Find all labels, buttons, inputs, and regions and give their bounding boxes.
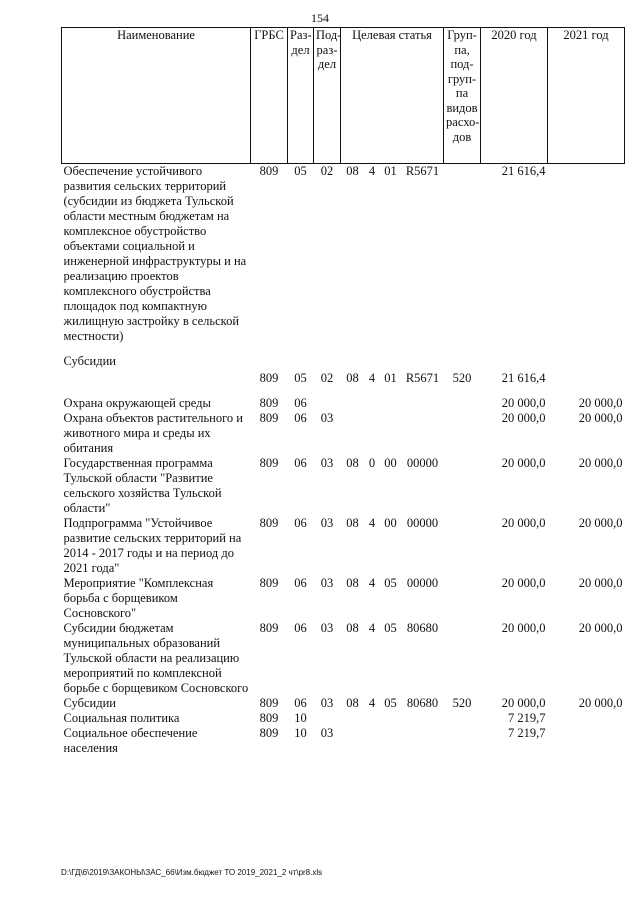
row-name: Субсидии [63,696,116,710]
row-name: Подпрограмма "Устойчивое развитие сельских территорий на 2014 - 2017 годы и на период до 2021 года" [63,516,242,575]
row-spacer [62,344,625,354]
row-grbs: 809 [259,396,279,410]
row-expense-group [444,726,481,756]
row-razdel: 10 [294,726,307,740]
row-expense-group [444,164,481,345]
row-grbs: 809 [259,371,279,385]
row-podrazdel: 03 [320,696,334,710]
row-name: Субсидии [63,354,116,368]
row-target-activity [380,396,402,411]
row-expense-group: 520 [452,371,472,385]
table-row [62,696,625,711]
row-target-activity: 00 [384,516,397,530]
header-grbs: ГРБС [251,28,288,164]
file-path-footer: D:\ГД\6\2019\ЗАКОНЫ\ЗАС_66\Изм.бюджет ТО 2019_2021_2 чт\pr8.xls [61,868,323,877]
page-number: 154 [311,11,329,25]
header-razdel: Раз- дел [288,28,314,164]
row-grbs: 809 [259,711,279,725]
row-podrazdel: 02 [320,371,334,385]
row-target-subprogram [365,411,380,456]
row-amount-2021 [548,354,625,386]
header-target-article: Целевая статья [341,28,444,164]
row-target-code: 00000 [406,516,439,530]
row-expense-group [444,576,481,621]
row-name: Мероприятие "Комплексная борьба с борщевиком Сосновского" [63,576,214,620]
row-amount-2020: 7 219,7 [508,711,546,725]
row-target-activity [380,726,402,756]
row-amount-2021: 20 000,0 [578,456,623,470]
table-row [62,354,625,386]
row-target-activity: 01 [384,371,397,385]
row-amount-2020: 20 000,0 [501,696,546,710]
row-grbs: 809 [259,621,279,635]
row-name: Субсидии бюджетам муниципальных образований Тульской области на реализацию мероприятий по комплексной борьбе с борщевиком Сосновского [63,621,249,695]
row-amount-2020: 20 000,0 [501,396,546,410]
header-name: Наименование [62,28,251,164]
row-target-code: 00000 [406,576,439,590]
row-grbs: 809 [259,411,279,425]
row-grbs: 809 [259,726,279,740]
row-podrazdel [314,711,341,726]
row-expense-group [444,456,481,516]
row-target-subprogram: 4 [368,696,376,710]
row-podrazdel: 03 [320,456,334,470]
row-razdel: 06 [294,411,307,425]
row-target-subprogram: 0 [368,456,376,470]
row-grbs: 809 [259,576,279,590]
row-grbs: 809 [259,164,279,178]
row-razdel: 06 [294,516,307,530]
row-target-activity: 05 [384,576,397,590]
row-razdel: 06 [294,396,307,410]
row-razdel: 05 [294,371,307,385]
row-target-code [402,711,444,726]
table-row [62,396,625,411]
row-amount-2021 [548,711,625,726]
header-2021: 2021 год [548,28,625,164]
row-target-program [341,396,365,411]
header-expense-group: Груп- па, под- груп- па видов расхо- дов [444,28,481,164]
row-target-subprogram: 4 [368,516,376,530]
row-amount-2020: 21 616,4 [501,371,546,385]
budget-table [61,27,625,756]
row-expense-group [444,396,481,411]
row-spacer [62,386,625,396]
row-amount-2021 [548,164,625,345]
row-target-activity: 00 [384,456,397,470]
row-name: Охрана окружающей среды [63,396,211,410]
row-target-program: 08 [346,164,359,178]
row-target-activity: 05 [384,621,397,635]
row-amount-2021: 20 000,0 [578,621,623,635]
table-row [62,411,625,456]
row-target-subprogram [365,396,380,411]
row-amount-2020: 20 000,0 [501,576,546,590]
row-amount-2020: 20 000,0 [501,621,546,635]
row-podrazdel: 03 [320,516,334,530]
row-name: Государственная программа Тульской области "Развитие сельского хозяйства Тульской области" [63,456,222,515]
row-target-subprogram [365,711,380,726]
row-amount-2020: 20 000,0 [501,456,546,470]
row-target-subprogram: 4 [368,371,376,385]
row-podrazdel [314,396,341,411]
row-target-code: 80680 [406,621,439,635]
row-expense-group [444,711,481,726]
row-target-program: 08 [346,621,359,635]
row-target-program: 08 [346,576,359,590]
row-podrazdel: 03 [320,621,334,635]
row-name: Социальное обеспечение населения [63,726,198,755]
row-podrazdel: 02 [320,164,334,178]
row-target-program: 08 [346,371,359,385]
row-amount-2021: 20 000,0 [578,396,623,410]
table-row [62,621,625,696]
row-amount-2020: 20 000,0 [501,411,546,425]
table-row [62,456,625,516]
row-grbs: 809 [259,516,279,530]
row-target-program [341,711,365,726]
row-target-program: 08 [346,456,359,470]
row-target-code [402,396,444,411]
row-amount-2020: 21 616,4 [501,164,546,178]
row-amount-2020: 7 219,7 [508,726,546,740]
row-podrazdel: 03 [320,726,334,740]
row-amount-2021: 20 000,0 [578,576,623,590]
row-grbs: 809 [259,456,279,470]
table-header-row [62,28,625,164]
row-target-subprogram: 4 [368,164,376,178]
row-target-program: 08 [346,516,359,530]
row-amount-2021: 20 000,0 [578,696,623,710]
row-amount-2021 [548,726,625,756]
row-amount-2021: 20 000,0 [578,411,623,425]
table-row [62,711,625,726]
row-razdel: 06 [294,621,307,635]
table-row [62,164,625,345]
row-target-activity: 01 [384,164,397,178]
row-expense-group: 520 [452,696,472,710]
row-razdel: 06 [294,576,307,590]
row-name: Обеспечение устойчивого развития сельских территорий (субсидии из бюджета Тульской области местным бюджетам на комплексное обустройство объектами социальной и инженерной инфраструктуры и на реализацию проектов комплексного обустройства площадок под компактную жилищную застройку в сельской местности) [63,164,247,343]
table-row [62,726,625,756]
header-2020: 2020 год [481,28,548,164]
row-amount-2020: 20 000,0 [501,516,546,530]
row-podrazdel: 03 [320,576,334,590]
row-expense-group [444,621,481,696]
row-name: Охрана объектов растительного и животного мира и среды их обитания [63,411,243,455]
row-target-code [402,726,444,756]
row-razdel: 05 [294,164,307,178]
row-target-subprogram [365,726,380,756]
row-razdel: 06 [294,696,307,710]
row-target-subprogram: 4 [368,621,376,635]
row-target-activity: 05 [384,696,397,710]
row-expense-group [444,411,481,456]
row-name: Социальная политика [63,711,180,725]
row-target-subprogram: 4 [368,576,376,590]
table-row [62,576,625,621]
row-podrazdel: 03 [320,411,334,425]
row-razdel: 10 [294,711,307,725]
row-target-code [402,411,444,456]
row-target-program [341,411,365,456]
row-target-program [341,726,365,756]
row-target-activity [380,411,402,456]
row-target-activity [380,711,402,726]
row-target-program: 08 [346,696,359,710]
row-grbs: 809 [259,696,279,710]
row-amount-2021: 20 000,0 [578,516,623,530]
row-expense-group [444,516,481,576]
table-row [62,516,625,576]
row-target-code: R5671 [405,164,440,178]
header-podrazdel: Под- раз- дел [314,28,341,164]
row-target-code: 00000 [406,456,439,470]
row-razdel: 06 [294,456,307,470]
row-target-code: 80680 [406,696,439,710]
row-target-code: R5671 [405,371,440,385]
